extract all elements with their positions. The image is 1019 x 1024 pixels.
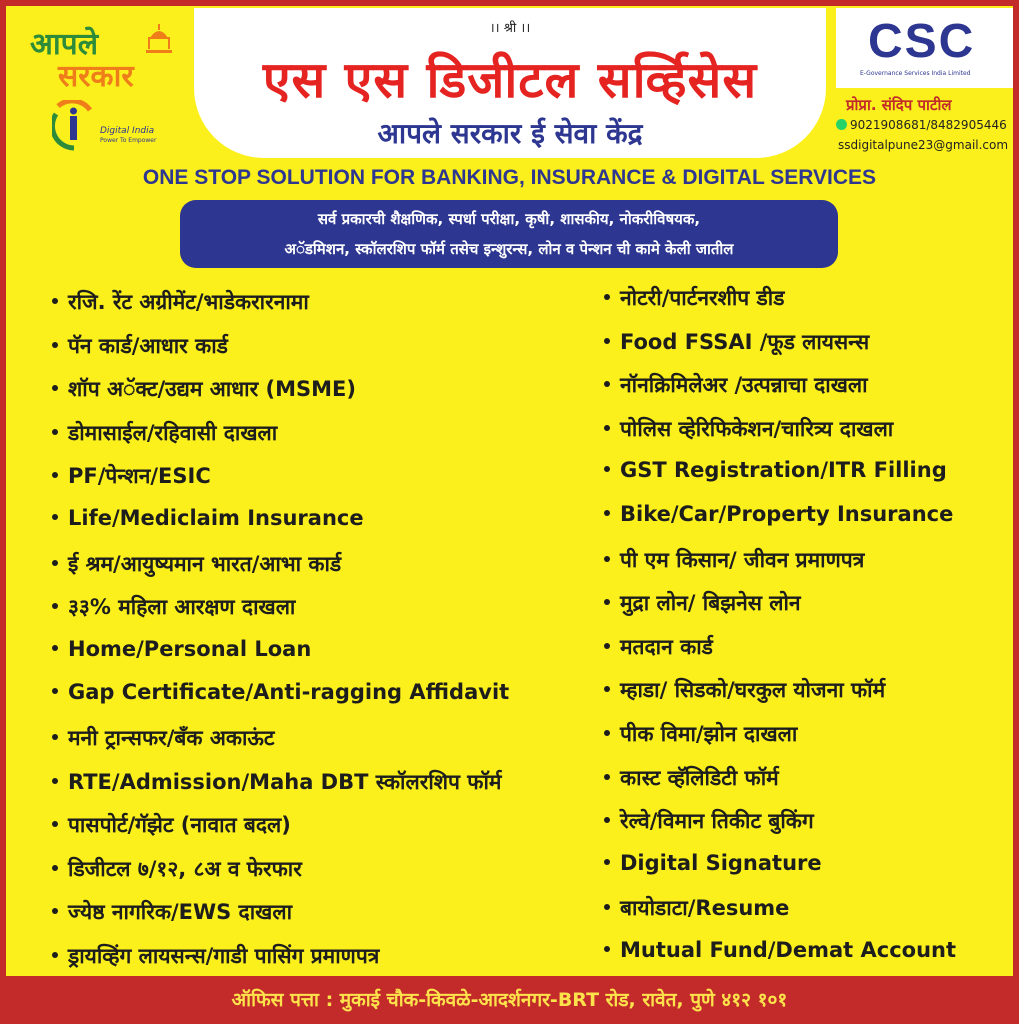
bullet-icon xyxy=(52,821,58,827)
list-item: पॅन कार्ड/आधार कार्ड xyxy=(52,332,509,376)
list-item: मतदान कार्ड xyxy=(604,633,956,677)
list-item: डिजीटल ७/१२, ८अ व फेरफार xyxy=(52,855,509,899)
shree-text: ।। श्री ।। xyxy=(489,21,531,36)
list-item: मुद्रा लोन/ बिझनेस लोन xyxy=(604,589,956,633)
services-list-right xyxy=(604,288,956,982)
bullet-icon xyxy=(604,381,610,387)
list-item: म्हाडा/ सिडको/घरकुल योजना फॉर्म xyxy=(604,676,956,720)
bullet-icon xyxy=(52,688,58,694)
bullet-icon xyxy=(604,774,610,780)
bullet-icon xyxy=(52,472,58,478)
list-item: रेल्वे/विमान तिकीट बुकिंग xyxy=(604,807,956,851)
list-item: नॉनक्रिमिलेअर /उत्पन्नाचा दाखला xyxy=(604,371,956,415)
list-item: पीक विमा/झोन दाखला xyxy=(604,720,956,764)
list-item: पी एम किसान/ जीवन प्रमाणपत्र xyxy=(604,546,956,590)
bullet-icon xyxy=(52,385,58,391)
services-list-left xyxy=(52,288,509,986)
bullet-icon xyxy=(52,342,58,348)
csc-logo xyxy=(836,8,1013,88)
list-item: पासपोर्ट/गॅझेट (नावात बदल) xyxy=(52,811,509,855)
bullet-icon xyxy=(52,645,58,651)
aaple-logo-line2: सरकार xyxy=(58,59,134,94)
list-item: डोमासाईल/रहिवासी दाखला xyxy=(52,419,509,463)
list-item: PF/पेन्शन/ESIC xyxy=(52,462,509,506)
list-item: पोलिस व्हेरिफिकेशन/चारित्र्य दाखला xyxy=(604,415,956,459)
list-item: Gap Certificate/Anti-ragging Affidavit xyxy=(52,680,509,724)
list-item: Bike/Car/Property Insurance xyxy=(604,502,956,546)
list-item: मनी ट्रान्सफर/बँक अकाऊंट xyxy=(52,724,509,768)
note-line-1: सर्व प्रकारची शैक्षणिक, स्पर्धा परीक्षा, कृषी, शासकीय, नोकरीविषयक, xyxy=(317,210,701,228)
bullet-icon xyxy=(604,338,610,344)
email-address: ssdigitalpune23@gmail.com xyxy=(838,138,1009,152)
list-item: Life/Mediclaim Insurance xyxy=(52,506,509,550)
aaple-logo-line1: आपले xyxy=(30,27,99,62)
aaple-sarkar-logo xyxy=(30,22,180,92)
business-subtitle: आपले सरकार ई सेवा केंद्र xyxy=(377,117,643,150)
bullet-icon xyxy=(52,429,58,435)
tagline: ONE STOP SOLUTION FOR BANKING, INSURANCE & DIGITAL SERVICES xyxy=(142,166,877,189)
csc-logo-subtext: E-Governance Services India Limited xyxy=(860,70,971,77)
bullet-icon xyxy=(52,778,58,784)
list-item: GST Registration/ITR Filling xyxy=(604,458,956,502)
bullet-icon xyxy=(604,510,610,516)
bullet-icon xyxy=(604,466,610,472)
csc-logo-text: CSC xyxy=(868,15,976,68)
list-item: बायोडाटा/Resume xyxy=(604,894,956,938)
business-title: एस एस डिजीटल सर्व्हिसेस xyxy=(262,51,758,109)
bullet-icon xyxy=(52,603,58,609)
header-banner xyxy=(194,8,826,158)
bullet-icon xyxy=(604,904,610,910)
list-item: ३३% महिला आरक्षण दाखला xyxy=(52,593,509,637)
digital-india-logo xyxy=(52,100,192,156)
list-item: Food FSSAI /फूड लायसन्स xyxy=(604,328,956,372)
bullet-icon xyxy=(604,294,610,300)
list-item: ज्येष्ठ नागरिक/EWS दाखला xyxy=(52,898,509,942)
list-item: ई श्रम/आयुष्यमान भारत/आभा कार्ड xyxy=(52,550,509,594)
list-item: RTE/Admission/Maha DBT स्कॉलरशिप फॉर्म xyxy=(52,768,509,812)
digital-india-icon xyxy=(52,100,96,152)
digital-india-text: Digital India xyxy=(100,126,155,136)
list-item: कास्ट व्हॅलिडिटी फॉर्म xyxy=(604,764,956,808)
bullet-icon xyxy=(52,952,58,958)
whatsapp-icon xyxy=(836,119,847,130)
phone-line xyxy=(836,118,1007,132)
bullet-icon xyxy=(52,865,58,871)
dome-icon xyxy=(142,22,176,56)
list-item: नोटरी/पार्टनरशीप डीड xyxy=(604,284,956,328)
office-address-footer: ऑफिस पत्ता : मुकाई चौक-किवळे-आदर्शनगर-BRT रोड, रावेत, पुणे ४१२ १०१ xyxy=(0,976,1019,1024)
bullet-icon xyxy=(52,560,58,566)
bullet-icon xyxy=(604,946,610,952)
bullet-icon xyxy=(604,686,610,692)
bullet-icon xyxy=(604,425,610,431)
bullet-icon xyxy=(52,514,58,520)
bullet-icon xyxy=(52,908,58,914)
note-line-2: अॅडमिशन, स्कॉलरशिप फॉर्म तसेच इन्शुरन्स, लोन व पेन्शन ची कामे केली जातील xyxy=(284,240,734,258)
phone-number: 9021908681/8482905446 xyxy=(850,118,1007,132)
list-item: ड्रायव्हिंग लायसन्स/गाडी पासिंग प्रमाणपत्र xyxy=(52,942,509,986)
digital-india-tagline: Power To Empower xyxy=(100,137,157,144)
list-item: Home/Personal Loan xyxy=(52,637,509,681)
list-item: रजि. रेंट अग्रीमेंट/भाडेकरारनामा xyxy=(52,288,509,332)
bullet-icon xyxy=(604,556,610,562)
bullet-icon xyxy=(604,859,610,865)
list-item: Mutual Fund/Demat Account xyxy=(604,938,956,982)
bullet-icon xyxy=(52,298,58,304)
bullet-icon xyxy=(52,734,58,740)
list-item: Digital Signature xyxy=(604,851,956,895)
bullet-icon xyxy=(604,730,610,736)
bullet-icon xyxy=(604,817,610,823)
bullet-icon xyxy=(604,599,610,605)
services-note xyxy=(180,200,838,268)
list-item: शॉप अॅक्ट/उद्यम आधार (MSME) xyxy=(52,375,509,419)
proprietor-name: प्रोप्रा. संदिप पाटील xyxy=(846,96,952,114)
bullet-icon xyxy=(604,643,610,649)
